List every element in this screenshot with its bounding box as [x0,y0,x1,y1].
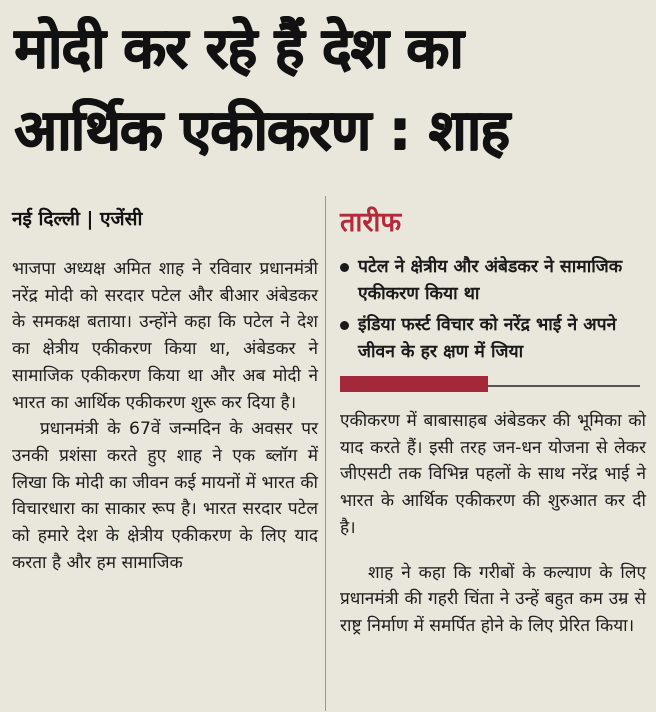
headline-line-2: आर्थिक एकीकरण : शाह [14,98,509,163]
bullet-dot-icon [340,263,349,272]
left-paragraph-2: प्रधानमंत्री के 67वें जन्मदिन के अवसर पर उनकी प्रशंसा करते हुए शाह ने एक ब्लॉग में लिखा कि मोदी का जीवन कई मायनों में भारत की विचारधारा का साकार रूप है। भारत सरदार पटेल को हमारे देश के क्षेत्रीय एकीकरण के लिए याद करता है और हम सामाजिक [12,419,318,573]
sidebar-title: तारीफ [340,207,402,238]
column-divider [325,196,326,711]
bullet-dot-icon [340,321,349,330]
sidebar-bullet-text: इंडिया फर्स्ट विचार को नरेंद्र भाई ने अपने जीवन के हर क्षण में जिया [358,315,617,362]
dateline: नई दिल्ली | एजेंसी [12,208,143,230]
sidebar-bullet-text: पटेल ने क्षेत्रीय और अंबेडकर ने सामाजिक एकीकरण किया था [358,257,623,304]
right-paragraph-2: शाह ने कहा कि गरीबों के कल्याण के लिए प्रधानमंत्री की गहरी चिंता ने उन्हें बहुत कम उम्र से राष्ट्र निर्माण में समर्पित होने के लिए प्रेरित किया। [340,562,646,636]
sidebar-bullet [340,312,648,366]
right-column [340,408,646,640]
sidebar-rule-accent [340,376,488,392]
sidebar-rule-line [488,385,640,387]
sidebar-bullet [340,254,648,308]
sidebar-rule [340,376,640,392]
sidebar-bullets [340,254,648,370]
left-column [12,256,318,576]
left-paragraph-1: भाजपा अध्यक्ष अमित शाह ने रविवार प्रधानमंत्री नरेंद्र मोदी को सरदार पटेल और बीआर अंबेडकर के समकक्ष बताया। उन्होंने कहा कि पटेल ने देश का क्षेत्रीय एकीकरण किया था, अंबेडकर ने सामाजिक एकीकरण किया था और अब मोदी ने भारत का आर्थिक एकीकरण शुरू कर दिया है। [12,259,318,413]
headline [14,8,644,172]
right-paragraph-1: एकीकरण में बाबासाहब अंबेडकर की भूमिका को याद करते हैं। इसी तरह जन-धन योजना से लेकर जीएसटी तक विभिन्न पहलों के साथ नरेंद्र भाई ने भारत के आर्थिक एकीकरण की शुरुआत कर दी है। [340,411,646,538]
headline-line-1: मोदी कर रहे हैं देश का [14,16,463,81]
